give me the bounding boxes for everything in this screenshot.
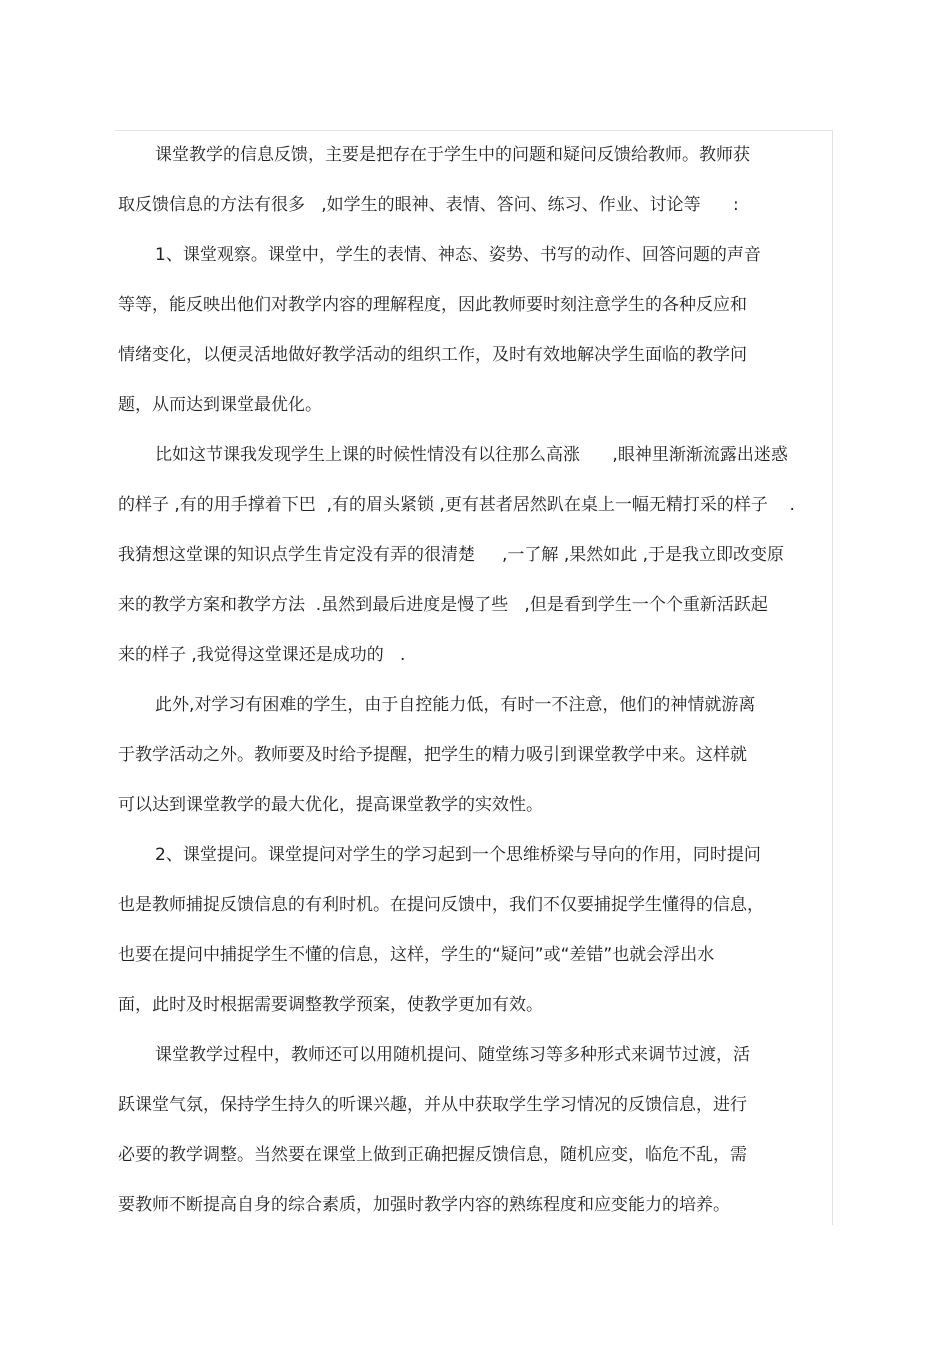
- text-line: 于教学活动之外。教师要及时给予提醒，把学生的精力吸引到课堂教学中来。这样就: [118, 745, 747, 765]
- text-line: 要教师不断提高自身的综合素质，加强时教学内容的熟练程度和应变能力的培养。: [118, 1195, 730, 1215]
- text-line: 来的教学方案和教学方法 .虽然到最后进度是慢了些 ,但是看到学生一个个重新活跃起: [118, 595, 768, 615]
- text-line: 1、课堂观察。课堂中，学生的表情、神态、姿势、书写的动作、回答问题的声音: [155, 245, 761, 265]
- text-line: 面，此时及时根据需要调整教学预案，使教学更加有效。: [118, 995, 543, 1015]
- text-line: 等等，能反映出他们对教学内容的理解程度，因此教师要时刻注意学生的各种反应和: [118, 295, 747, 315]
- text-line: 也要在提问中捕捉学生不懂的信息，这样，学生的“疑问”或“差错”也就会浮出水: [118, 945, 715, 965]
- text-line: 情绪变化，以便灵活地做好教学活动的组织工作，及时有效地解决学生面临的教学问: [118, 345, 747, 365]
- text-line: 2、课堂提问。课堂提问对学生的学习起到一个思维桥梁与导向的作用，同时提问: [155, 845, 761, 865]
- text-line: 可以达到课堂教学的最大优化，提高课堂教学的实效性。: [118, 795, 543, 815]
- text-line: 的样子 ,有的用手撑着下巴 ,有的眉头紧锁 ,更有甚者居然趴在桌上一幅无精打采的样子 .: [118, 495, 795, 515]
- text-line: 题，从而达到课堂最优化。: [118, 395, 322, 415]
- text-line: 课堂教学过程中，教师还可以用随机提问、随堂练习等多种形式来调节过渡，活: [155, 1045, 750, 1065]
- text-line: 此外,对学习有困难的学生，由于自控能力低，有时一不注意，他们的神情就游离: [155, 695, 756, 715]
- text-line: 必要的教学调整。当然要在课堂上做到正确把握反馈信息，随机应变，临危不乱，需: [118, 1145, 747, 1165]
- text-line: 比如这节课我发现学生上课的时候性情没有以往那么高涨 ,眼神里渐渐流露出迷惑: [155, 445, 788, 465]
- text-line: 也是教师捕捉反馈信息的有利时机。在提问反馈中，我们不仅要捕捉学生懂得的信息，: [118, 895, 764, 915]
- text-line: 取反馈信息的方法有很多 ,如学生的眼神、表情、答问、练习、作业、讨论等 :: [118, 195, 739, 215]
- text-line: 跃课堂气氛，保持学生持久的听课兴趣，并从中获取学生学习情况的反馈信息，进行: [118, 1095, 747, 1115]
- text-line: 我猜想这堂课的知识点学生肯定没有弄的很清楚 ,一了解 ,果然如此 ,于是我立即改变原: [118, 545, 785, 565]
- text-line: 课堂教学的信息反馈，主要是把存在于学生中的问题和疑问反馈给教师。教师获: [155, 145, 750, 165]
- text-line: 来的样子 ,我觉得这堂课还是成功的 .: [118, 645, 406, 665]
